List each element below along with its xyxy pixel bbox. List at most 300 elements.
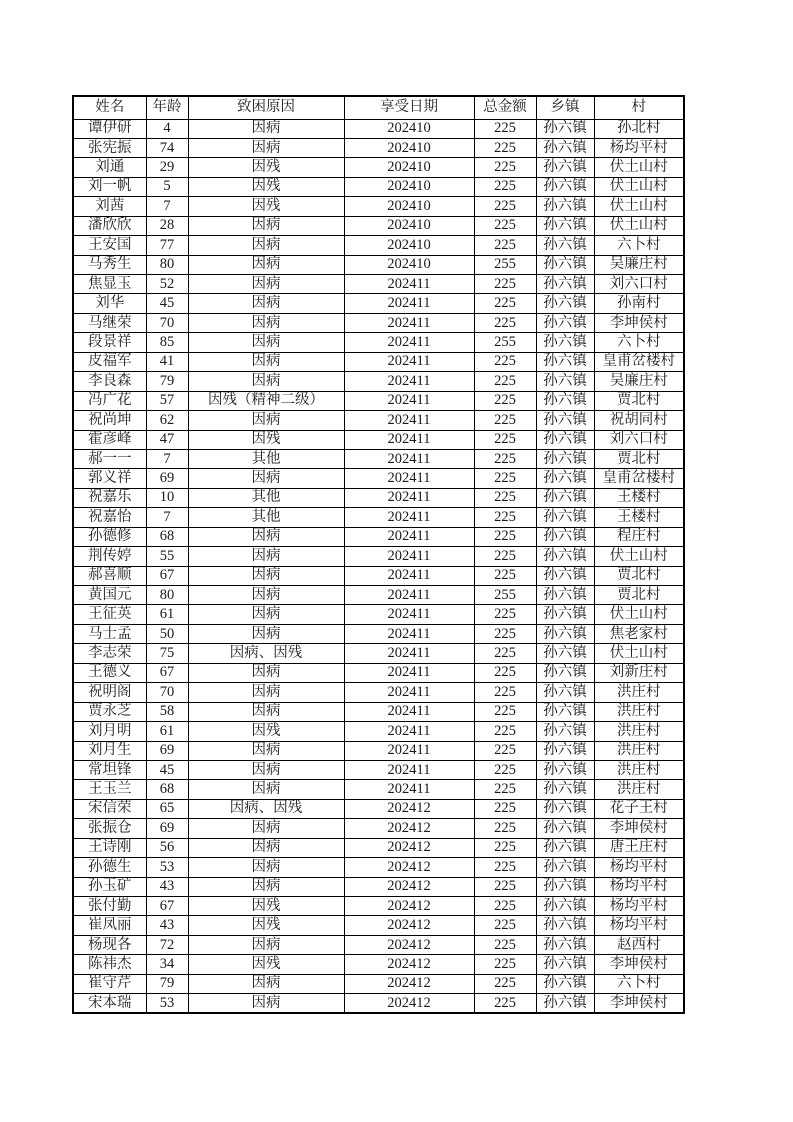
table-cell: 洪庄村 [594, 683, 684, 702]
table-cell: 因病 [188, 858, 344, 877]
table-cell: 因病 [188, 138, 344, 157]
table-row [73, 799, 684, 818]
table-cell: 225 [474, 469, 536, 488]
table-cell: 因病 [188, 702, 344, 721]
table-cell: 孙六镇 [536, 605, 594, 624]
table-cell: 杨均平村 [594, 877, 684, 896]
table-cell: 李坤侯村 [594, 819, 684, 838]
table-cell: 202412 [344, 897, 474, 916]
table-cell: 孙六镇 [536, 391, 594, 410]
table-cell: 刘一帆 [73, 177, 146, 196]
table-cell: 58 [146, 702, 188, 721]
table-cell: 祝明阁 [73, 683, 146, 702]
table-row [73, 313, 684, 332]
table-cell: 孙六镇 [536, 508, 594, 527]
table-cell: 255 [474, 255, 536, 274]
table-cell: 潘欣欣 [73, 216, 146, 235]
table-cell: 225 [474, 372, 536, 391]
table-cell: 孙六镇 [536, 916, 594, 935]
table-cell: 7 [146, 197, 188, 216]
table-cell: 因病 [188, 275, 344, 294]
table-cell: 因病 [188, 255, 344, 274]
table-cell: 因病 [188, 877, 344, 896]
table-row [73, 391, 684, 410]
table-cell: 225 [474, 935, 536, 954]
table-cell: 202411 [344, 547, 474, 566]
table-cell: 洪庄村 [594, 741, 684, 760]
table-cell: 李坤侯村 [594, 313, 684, 332]
column-header: 姓名 [73, 96, 146, 119]
table-cell: 孙六镇 [536, 624, 594, 643]
table-row [73, 586, 684, 605]
table-cell: 202411 [344, 605, 474, 624]
table-cell: 45 [146, 294, 188, 313]
table-cell: 202411 [344, 430, 474, 449]
table-cell: 225 [474, 449, 536, 468]
table-cell: 225 [474, 566, 536, 585]
table-cell: 陈祎杰 [73, 955, 146, 974]
table-cell: 孙六镇 [536, 216, 594, 235]
table-cell: 68 [146, 527, 188, 546]
table-cell: 202412 [344, 799, 474, 818]
table-cell: 因病 [188, 624, 344, 643]
table-row [73, 411, 684, 430]
table-cell: 67 [146, 663, 188, 682]
table-cell: 孙六镇 [536, 333, 594, 352]
table-cell: 因病 [188, 819, 344, 838]
table-cell: 7 [146, 449, 188, 468]
table-cell: 202411 [344, 372, 474, 391]
table-cell: 202410 [344, 255, 474, 274]
table-cell: 70 [146, 313, 188, 332]
table-cell: 崔凤丽 [73, 916, 146, 935]
table-row [73, 741, 684, 760]
table-cell: 225 [474, 974, 536, 993]
table-cell: 225 [474, 702, 536, 721]
table-cell: 孙六镇 [536, 838, 594, 857]
table-cell: 225 [474, 216, 536, 235]
table-cell: 因病 [188, 838, 344, 857]
table-cell: 孙六镇 [536, 877, 594, 896]
table-cell: 孙六镇 [536, 255, 594, 274]
table-row [73, 955, 684, 974]
table-cell: 225 [474, 780, 536, 799]
table-cell: 45 [146, 760, 188, 779]
table-cell: 孙北村 [594, 119, 684, 138]
table-cell: 马士孟 [73, 624, 146, 643]
table-cell: 孙六镇 [536, 566, 594, 585]
table-cell: 202411 [344, 624, 474, 643]
table-cell: 孙六镇 [536, 527, 594, 546]
table-cell: 225 [474, 624, 536, 643]
table-cell: 孙六镇 [536, 313, 594, 332]
table-cell: 马继荣 [73, 313, 146, 332]
table-cell: 因病 [188, 935, 344, 954]
table-cell: 孙六镇 [536, 469, 594, 488]
table-row [73, 469, 684, 488]
table-cell: 因病 [188, 372, 344, 391]
table-cell: 王诗刚 [73, 838, 146, 857]
table-row [73, 683, 684, 702]
table-cell: 洪庄村 [594, 702, 684, 721]
table-cell: 因病 [188, 683, 344, 702]
table-cell: 因病 [188, 411, 344, 430]
table-row [73, 449, 684, 468]
table-cell: 43 [146, 877, 188, 896]
column-header: 总金额 [474, 96, 536, 119]
table-cell: 225 [474, 819, 536, 838]
table-cell: 225 [474, 527, 536, 546]
table-cell: 王楼村 [594, 488, 684, 507]
table-cell: 62 [146, 411, 188, 430]
table-cell: 因残（精神二级） [188, 391, 344, 410]
table-row [73, 877, 684, 896]
table-cell: 皇甫岔楼村 [594, 469, 684, 488]
table-cell: 202410 [344, 236, 474, 255]
table-cell: 张付勤 [73, 897, 146, 916]
table-cell: 29 [146, 158, 188, 177]
table-row [73, 138, 684, 157]
table-cell: 47 [146, 430, 188, 449]
table-cell: 孙六镇 [536, 197, 594, 216]
table-cell: 孙六镇 [536, 722, 594, 741]
table-cell: 刘月明 [73, 722, 146, 741]
table-cell: 202412 [344, 819, 474, 838]
table-cell: 焦显玉 [73, 275, 146, 294]
table-row [73, 119, 684, 138]
table-cell: 因残 [188, 197, 344, 216]
table-cell: 荆传婷 [73, 547, 146, 566]
table-cell: 因残 [188, 722, 344, 741]
table-cell: 202412 [344, 916, 474, 935]
table-cell: 洪庄村 [594, 722, 684, 741]
table-cell: 4 [146, 119, 188, 138]
table-cell: 202412 [344, 877, 474, 896]
table-row [73, 994, 684, 1013]
table-cell: 67 [146, 566, 188, 585]
table-cell: 孙六镇 [536, 177, 594, 196]
table-cell: 刘通 [73, 158, 146, 177]
table-cell: 吴廉庄村 [594, 372, 684, 391]
table-cell: 祝嘉乐 [73, 488, 146, 507]
table-cell: 52 [146, 275, 188, 294]
table-cell: 伏土山村 [594, 605, 684, 624]
table-cell: 225 [474, 547, 536, 566]
table-cell: 225 [474, 430, 536, 449]
table-cell: 孙六镇 [536, 955, 594, 974]
table-cell: 74 [146, 138, 188, 157]
table-cell: 79 [146, 974, 188, 993]
table-cell: 69 [146, 469, 188, 488]
table-cell: 因病 [188, 547, 344, 566]
table-cell: 202411 [344, 780, 474, 799]
table-cell: 因病 [188, 119, 344, 138]
table-cell: 225 [474, 488, 536, 507]
table-cell: 孙六镇 [536, 275, 594, 294]
table-cell: 因病 [188, 333, 344, 352]
table-row [73, 177, 684, 196]
table-cell: 225 [474, 877, 536, 896]
table-cell: 孙六镇 [536, 683, 594, 702]
table-cell: 因病 [188, 352, 344, 371]
table-row [73, 508, 684, 527]
table-cell: 202410 [344, 197, 474, 216]
table-cell: 孙六镇 [536, 430, 594, 449]
assistance-table [72, 95, 685, 1014]
table-cell: 李良森 [73, 372, 146, 391]
table-cell: 因病 [188, 994, 344, 1013]
table-cell: 祝胡同村 [594, 411, 684, 430]
table-cell: 202411 [344, 741, 474, 760]
column-header: 乡镇 [536, 96, 594, 119]
table-cell: 伏土山村 [594, 216, 684, 235]
table-cell: 贾北村 [594, 566, 684, 585]
table-cell: 202411 [344, 488, 474, 507]
table-row [73, 935, 684, 954]
table-cell: 202412 [344, 858, 474, 877]
table-cell: 孙六镇 [536, 119, 594, 138]
table-cell: 因病 [188, 294, 344, 313]
table-cell: 张振仓 [73, 819, 146, 838]
table-cell: 69 [146, 819, 188, 838]
table-cell: 伏土山村 [594, 177, 684, 196]
table-cell: 50 [146, 624, 188, 643]
table-cell: 孙六镇 [536, 488, 594, 507]
table-cell: 因病 [188, 760, 344, 779]
table-cell: 202412 [344, 994, 474, 1013]
table-cell: 段景祥 [73, 333, 146, 352]
table-cell: 孙六镇 [536, 547, 594, 566]
table-cell: 225 [474, 158, 536, 177]
table-cell: 65 [146, 799, 188, 818]
table-cell: 王楼村 [594, 508, 684, 527]
table-cell: 202411 [344, 313, 474, 332]
table-cell: 202411 [344, 333, 474, 352]
table-cell: 孙六镇 [536, 760, 594, 779]
table-cell: 因残 [188, 916, 344, 935]
table-cell: 225 [474, 177, 536, 196]
table-cell: 28 [146, 216, 188, 235]
table-row [73, 858, 684, 877]
table-cell: 79 [146, 372, 188, 391]
table-row [73, 547, 684, 566]
table-cell: 洪庄村 [594, 760, 684, 779]
table-cell: 255 [474, 586, 536, 605]
table-cell: 41 [146, 352, 188, 371]
table-cell: 225 [474, 138, 536, 157]
table-cell: 因病 [188, 216, 344, 235]
table-cell: 61 [146, 605, 188, 624]
table-cell: 杨现各 [73, 935, 146, 954]
table-cell: 伏土山村 [594, 644, 684, 663]
table-cell: 225 [474, 605, 536, 624]
table-cell: 贾北村 [594, 586, 684, 605]
table-cell: 因残 [188, 158, 344, 177]
table-cell: 伏土山村 [594, 197, 684, 216]
table-cell: 王玉兰 [73, 780, 146, 799]
table-cell: 马秀生 [73, 255, 146, 274]
table-cell: 75 [146, 644, 188, 663]
table-cell: 李坤侯村 [594, 955, 684, 974]
table-cell: 255 [474, 333, 536, 352]
table-cell: 郭义祥 [73, 469, 146, 488]
table-cell: 10 [146, 488, 188, 507]
table-cell: 85 [146, 333, 188, 352]
table-cell: 53 [146, 858, 188, 877]
table-cell: 202412 [344, 935, 474, 954]
table-cell: 225 [474, 722, 536, 741]
table-cell: 孙六镇 [536, 352, 594, 371]
table-cell: 伏土山村 [594, 158, 684, 177]
table-cell: 225 [474, 741, 536, 760]
table-cell: 谭伊研 [73, 119, 146, 138]
table-cell: 225 [474, 683, 536, 702]
table-cell: 202411 [344, 391, 474, 410]
table-cell: 225 [474, 236, 536, 255]
table-cell: 因病 [188, 469, 344, 488]
table-cell: 李志荣 [73, 644, 146, 663]
table-cell: 因病 [188, 586, 344, 605]
column-header: 年龄 [146, 96, 188, 119]
table-row [73, 760, 684, 779]
table-row [73, 294, 684, 313]
table-cell: 祝尚坤 [73, 411, 146, 430]
table-cell: 225 [474, 858, 536, 877]
table-row [73, 352, 684, 371]
table-cell: 225 [474, 294, 536, 313]
table-row [73, 605, 684, 624]
table-cell: 202411 [344, 722, 474, 741]
table-cell: 杨均平村 [594, 897, 684, 916]
table-cell: 225 [474, 644, 536, 663]
table-cell: 刘茜 [73, 197, 146, 216]
table-cell: 孙六镇 [536, 586, 594, 605]
table-cell: 202411 [344, 352, 474, 371]
column-header: 村 [594, 96, 684, 119]
table-cell: 因残 [188, 430, 344, 449]
table-cell: 刘月生 [73, 741, 146, 760]
table-row [73, 255, 684, 274]
table-cell: 202411 [344, 294, 474, 313]
table-cell: 225 [474, 916, 536, 935]
table-cell: 孙六镇 [536, 411, 594, 430]
table-cell: 杨均平村 [594, 858, 684, 877]
table-cell: 伏土山村 [594, 547, 684, 566]
table-cell: 225 [474, 119, 536, 138]
table-cell: 202410 [344, 177, 474, 196]
table-row [73, 197, 684, 216]
table-cell: 六卜村 [594, 974, 684, 993]
table-row [73, 275, 684, 294]
table-cell: 225 [474, 838, 536, 857]
table-cell: 5 [146, 177, 188, 196]
table-cell: 72 [146, 935, 188, 954]
table-cell: 刘新庄村 [594, 663, 684, 682]
table-cell: 吴廉庄村 [594, 255, 684, 274]
table-cell: 孙六镇 [536, 663, 594, 682]
table-cell: 孙玉矿 [73, 877, 146, 896]
table-row [73, 819, 684, 838]
table-cell: 杨均平村 [594, 916, 684, 935]
table-cell: 六卜村 [594, 333, 684, 352]
table-cell: 202411 [344, 663, 474, 682]
table-row [73, 372, 684, 391]
table-cell: 202412 [344, 974, 474, 993]
table-row [73, 702, 684, 721]
header-row [73, 96, 684, 119]
table-cell: 202411 [344, 644, 474, 663]
table-cell: 因病 [188, 236, 344, 255]
table-cell: 因残 [188, 177, 344, 196]
table-row [73, 780, 684, 799]
table-cell: 孙六镇 [536, 897, 594, 916]
table-row [73, 974, 684, 993]
table-cell: 因病 [188, 974, 344, 993]
table-cell: 孙六镇 [536, 294, 594, 313]
table-cell: 202412 [344, 838, 474, 857]
table-cell: 225 [474, 352, 536, 371]
table-cell: 孙六镇 [536, 799, 594, 818]
column-header: 享受日期 [344, 96, 474, 119]
table-cell: 因病 [188, 741, 344, 760]
table-cell: 程庄村 [594, 527, 684, 546]
table-cell: 77 [146, 236, 188, 255]
table-cell: 其他 [188, 508, 344, 527]
table-cell: 因病 [188, 527, 344, 546]
table-cell: 花子王村 [594, 799, 684, 818]
table-cell: 孙六镇 [536, 741, 594, 760]
table-cell: 55 [146, 547, 188, 566]
table-cell: 7 [146, 508, 188, 527]
table-cell: 祝嘉怡 [73, 508, 146, 527]
table-cell: 赵西村 [594, 935, 684, 954]
table-row [73, 527, 684, 546]
table-cell: 其他 [188, 449, 344, 468]
table-cell: 杨均平村 [594, 138, 684, 157]
table-cell: 六卜村 [594, 236, 684, 255]
table-cell: 冯广花 [73, 391, 146, 410]
table-row [73, 566, 684, 585]
table-row [73, 916, 684, 935]
table-cell: 孙六镇 [536, 935, 594, 954]
table-cell: 其他 [188, 488, 344, 507]
table-cell: 57 [146, 391, 188, 410]
table-cell: 225 [474, 313, 536, 332]
table-cell: 因病 [188, 663, 344, 682]
table-cell: 202410 [344, 138, 474, 157]
table-row [73, 897, 684, 916]
table-cell: 225 [474, 663, 536, 682]
table-cell: 225 [474, 897, 536, 916]
table-cell: 因病 [188, 313, 344, 332]
table-cell: 80 [146, 255, 188, 274]
table-cell: 因病 [188, 780, 344, 799]
table-cell: 225 [474, 799, 536, 818]
table-row [73, 644, 684, 663]
table-cell: 202411 [344, 683, 474, 702]
table-cell: 因病、因残 [188, 799, 344, 818]
table-cell: 202410 [344, 158, 474, 177]
table-row [73, 158, 684, 177]
table-row [73, 838, 684, 857]
table-body [73, 119, 684, 1013]
table-cell: 因病 [188, 566, 344, 585]
table-cell: 王德义 [73, 663, 146, 682]
table-cell: 李坤侯村 [594, 994, 684, 1013]
table-cell: 56 [146, 838, 188, 857]
table-cell: 孙六镇 [536, 158, 594, 177]
table-cell: 孙六镇 [536, 974, 594, 993]
